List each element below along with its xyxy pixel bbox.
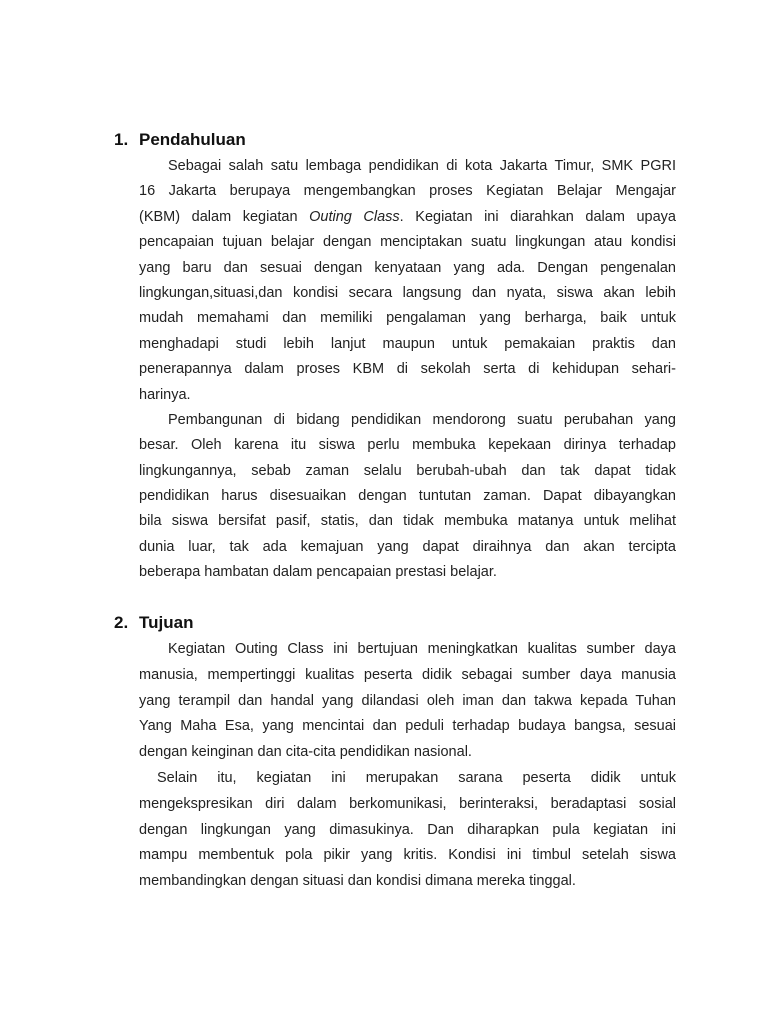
paragraph-line: dunia luar, tak ada kemajuan yang dapat diraihnya dan akan tercipta — [139, 538, 676, 555]
paragraph-line: harinya. — [139, 386, 191, 403]
paragraph-line: yang terampil dan handal yang dilandasi oleh iman dan takwa kepada Tuhan — [139, 692, 676, 709]
paragraph-line: penerapannya dalam proses KBM di sekolah serta di kehidupan sehari- — [139, 361, 676, 378]
paragraph-line: dengan lingkungan yang dimasukinya. Dan diharapkan pula kegiatan ini — [139, 821, 676, 838]
italic-text: Outing Class — [309, 208, 400, 225]
paragraph-line: menghadapi studi lebih lanjut maupun untuk pemakaian praktis dan — [139, 335, 676, 352]
section-body — [139, 637, 676, 895]
paragraph-line: Selain itu, kegiatan ini merupakan sarana peserta didik untuk — [157, 769, 676, 786]
paragraph-line: lingkungan,situasi,dan kondisi secara langsung dan nyata, siswa akan lebih — [139, 284, 676, 301]
text-run: (KBM) dalam kegiatan — [139, 208, 310, 225]
paragraph-line: Pembangunan di bidang pendidikan mendorong suatu perubahan yang — [168, 411, 676, 428]
section-heading — [114, 128, 676, 152]
paragraph-line: mudah memahami dan memiliki pengalaman yang berharga, baik untuk — [139, 310, 676, 327]
section-tujuan — [114, 611, 676, 895]
paragraph-line: Yang Maha Esa, yang mencintai dan peduli terhadap budaya bangsa, sesuai — [139, 718, 676, 735]
section-title: Pendahuluan — [139, 130, 246, 149]
text-run: . Kegiatan ini diarahkan dalam upaya — [399, 208, 676, 225]
paragraph-line: membandingkan dengan situasi dan kondisi dimana mereka tinggal. — [139, 873, 576, 890]
paragraph-line: mengekspresikan diri dalam berkomunikasi, berinteraksi, beradaptasi sosial — [139, 795, 676, 812]
paragraph-line: besar. Oleh karena itu siswa perlu membuka kepekaan dirinya terhadap — [139, 437, 676, 454]
paragraph-line: pencapaian tujuan belajar dengan menciptakan suatu lingkungan atau kondisi — [139, 234, 676, 251]
paragraph-line — [139, 205, 676, 230]
paragraph-line: 16 Jakarta berupaya mengembangkan proses Kegiatan Belajar Mengajar — [139, 183, 676, 200]
section-title: Tujuan — [139, 613, 194, 632]
paragraph-line: yang baru dan sesuai dengan kenyataan yang ada. Dengan pengenalan — [139, 259, 676, 276]
paragraph-line: bila siswa bersifat pasif, statis, dan tidak membuka matanya untuk melihat — [139, 513, 676, 530]
paragraph-line: lingkungannya, sebab zaman selalu berubah-ubah dan tak dapat tidak — [139, 462, 676, 479]
paragraph-line: manusia, mempertinggi kualitas peserta didik sebagai sumber daya manusia — [139, 666, 676, 683]
section-pendahuluan — [114, 128, 676, 586]
paragraph-line: mampu membentuk pola pikir yang kritis. Kondisi ini timbul setelah siswa — [139, 847, 676, 864]
section-number: 2. — [114, 613, 129, 632]
paragraph-line: Sebagai salah satu lembaga pendidikan di kota Jakarta Timur, SMK PGRI — [168, 158, 676, 174]
paragraph-line: Kegiatan Outing Class ini bertujuan meningkatkan kualitas sumber daya — [168, 641, 676, 657]
section-number: 1. — [114, 130, 129, 149]
section-body — [139, 154, 676, 586]
paragraph-line: pendidikan harus disesuaikan dengan tuntutan zaman. Dapat dibayangkan — [139, 488, 676, 505]
section-heading — [114, 611, 676, 635]
paragraph-line: dengan keinginan dan cita-cita pendidikan nasional. — [139, 744, 472, 761]
paragraph-line: beberapa hambatan dalam pencapaian prestasi belajar. — [139, 564, 497, 581]
